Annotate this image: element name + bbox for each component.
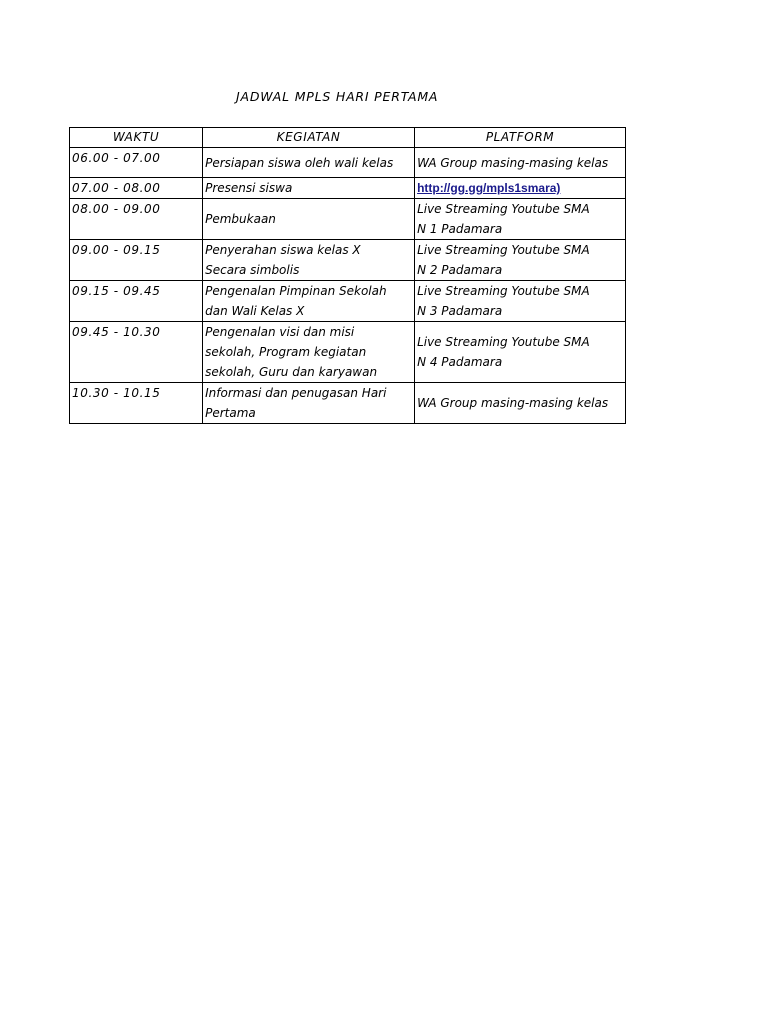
platform-line: N 3 Padamara [417,304,503,318]
header-platform: PLATFORM [415,128,626,148]
page-title: JADWAL MPLS HARI PERTAMA [236,89,439,104]
time-cell: 10.30 - 10.15 [70,383,203,424]
activity-line: Pembukaan [205,212,276,226]
activity-cell [203,383,415,424]
platform-cell [415,240,626,281]
platform-cell [415,178,626,199]
activity-line: Presensi siswa [205,181,293,195]
header-kegiatan: KEGIATAN [203,128,415,148]
time-cell: 08.00 - 09.00 [70,199,203,240]
activity-line: Informasi dan penugasan Hari [205,386,387,400]
activity-line: Pengenalan Pimpinan Sekolah [205,284,387,298]
table-row [70,178,626,199]
platform-line: N 4 Padamara [417,355,503,369]
table-row [70,240,626,281]
platform-cell [415,281,626,322]
platform-cell [415,199,626,240]
time-cell: 09.15 - 09.45 [70,281,203,322]
table-row [70,383,626,424]
platform-line: Live Streaming Youtube SMA [417,335,590,349]
activity-line: Secara simbolis [205,263,300,277]
activity-cell [203,199,415,240]
activity-line: Persiapan siswa oleh wali kelas [205,155,394,170]
platform-line: Live Streaming Youtube SMA [417,202,590,216]
table-row [70,199,626,240]
header-waktu: WAKTU [70,128,203,148]
time-cell: 06.00 - 07.00 [70,148,203,178]
platform-line: WA Group masing-masing kelas [417,155,609,170]
activity-line: sekolah, Program kegiatan [205,345,367,359]
activity-cell [203,148,415,178]
activity-cell [203,322,415,383]
activity-line: sekolah, Guru dan karyawan [205,365,378,379]
platform-cell [415,322,626,383]
schedule-table [69,127,626,424]
activity-cell [203,240,415,281]
table-row [70,322,626,383]
time-cell: 09.45 - 10.30 [70,322,203,383]
time-cell: 07.00 - 08.00 [70,178,203,199]
platform-line: N 1 Padamara [417,222,503,236]
activity-cell [203,178,415,199]
table-row [70,148,626,178]
platform-line: Live Streaming Youtube SMA [417,284,590,298]
attendance-link[interactable]: http://gg.gg/mpls1smara) [417,181,561,195]
platform-cell [415,148,626,178]
activity-line: Penyerahan siswa kelas X [205,243,361,257]
activity-cell [203,281,415,322]
platform-line: WA Group masing-masing kelas [417,396,609,410]
activity-line: Pengenalan visi dan misi [205,325,355,339]
platform-cell [415,383,626,424]
platform-line: Live Streaming Youtube SMA [417,243,590,257]
platform-line: N 2 Padamara [417,263,503,277]
activity-line: Pertama [205,406,256,420]
table-header-row [70,128,626,148]
table-row [70,281,626,322]
activity-line: dan Wali Kelas X [205,304,305,318]
time-cell: 09.00 - 09.15 [70,240,203,281]
